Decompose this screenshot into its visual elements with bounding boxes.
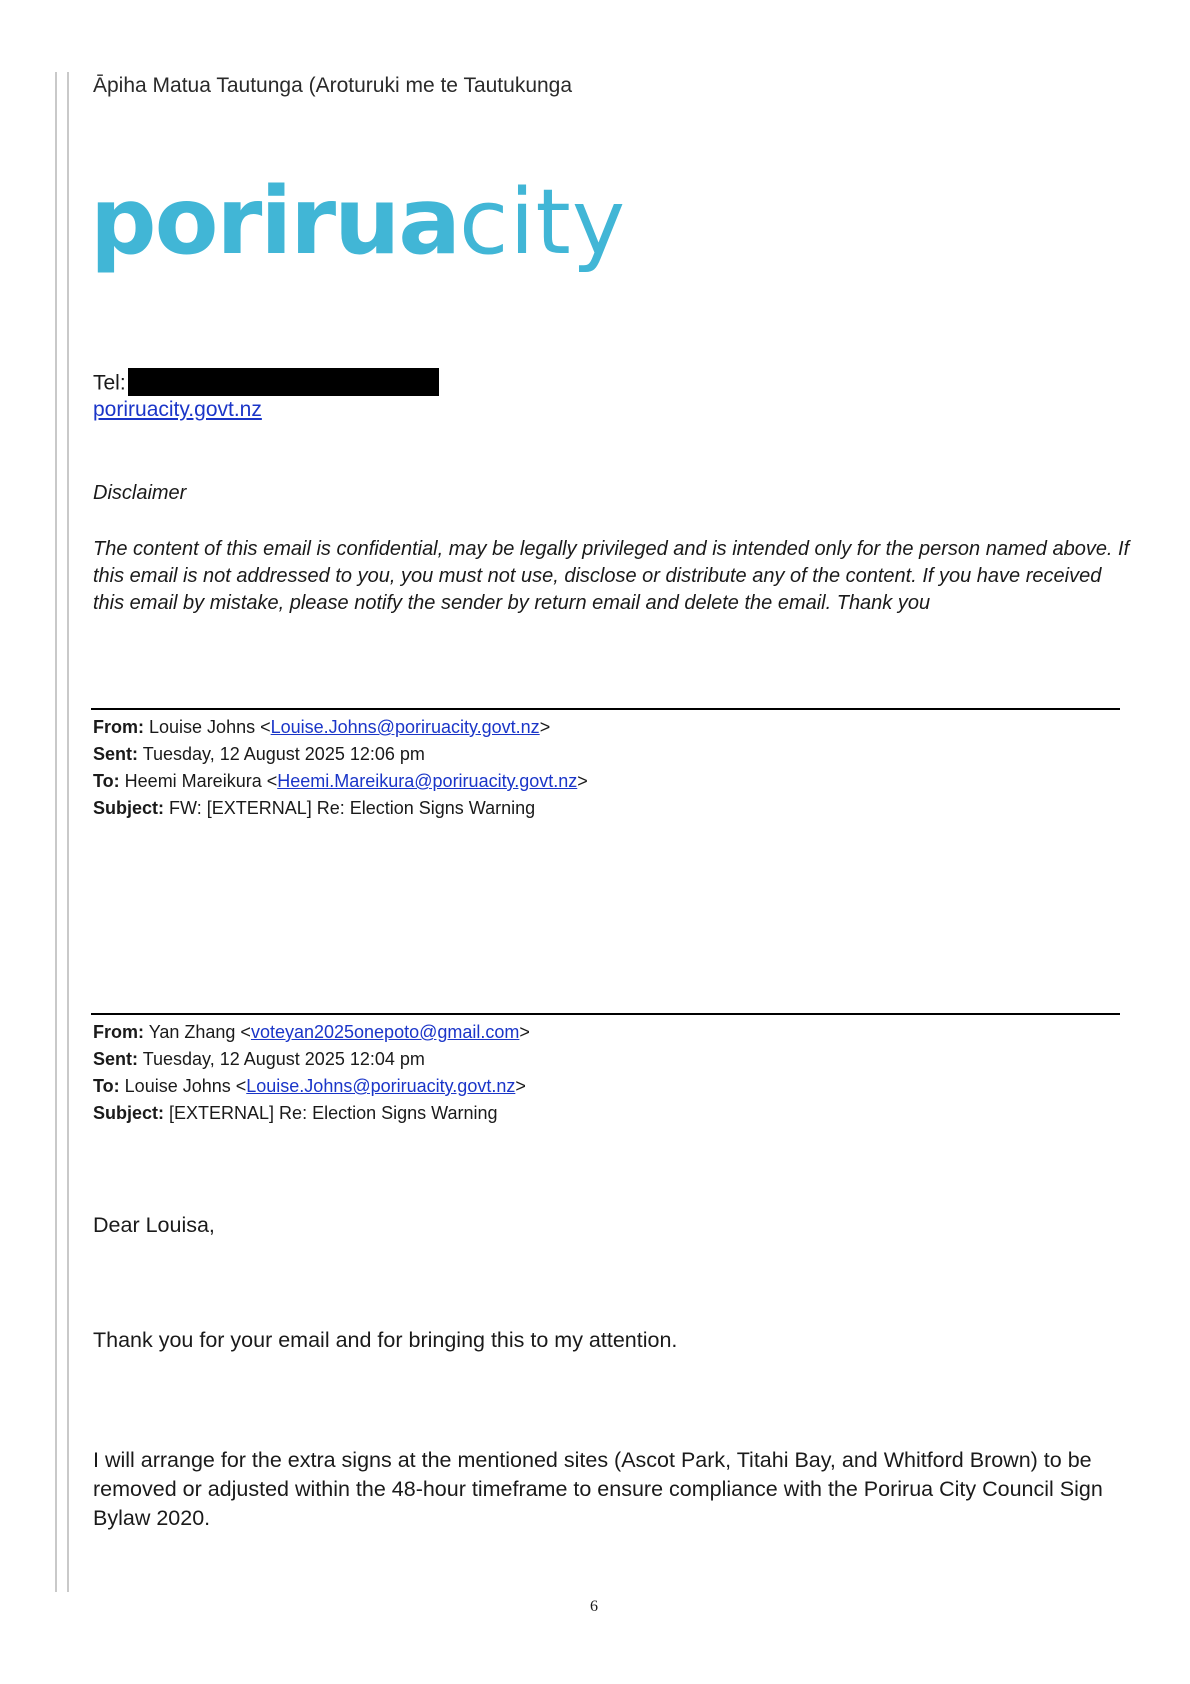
from-line: From: Louise Johns <Louise.Johns@poriruacity.govt.nz> bbox=[93, 717, 551, 737]
from-email-link[interactable]: voteyan2025onepoto@gmail.com bbox=[250, 1022, 520, 1042]
subject-line: Subject: FW: [EXTERNAL] Re: Election Signs Warning bbox=[93, 798, 536, 818]
body-paragraph-1: Thank you for your email and for bringing this to my attention. bbox=[93, 1328, 678, 1352]
to-line: To: Louise Johns <Louise.Johns@poriruacity.govt.nz> bbox=[93, 1076, 526, 1096]
email-header-2 bbox=[93, 1019, 530, 1127]
logo-bold-text: porirua bbox=[90, 167, 460, 275]
page-number: 6 bbox=[590, 1598, 598, 1615]
greeting: Dear Louisa, bbox=[93, 1213, 215, 1237]
website-link[interactable]: poriruacity.govt.nz bbox=[93, 398, 262, 421]
tel-row bbox=[93, 370, 439, 398]
redaction-box bbox=[128, 368, 439, 396]
disclaimer-title: Disclaimer bbox=[93, 482, 187, 504]
sent-line: Sent: Tuesday, 12 August 2025 12:06 pm bbox=[93, 744, 425, 764]
to-email-link[interactable]: Heemi.Mareikura@poriruacity.govt.nz bbox=[277, 771, 578, 791]
sent-line: Sent: Tuesday, 12 August 2025 12:04 pm bbox=[93, 1049, 425, 1069]
from-line: From: Yan Zhang <voteyan2025onepoto@gmail.com> bbox=[93, 1022, 530, 1042]
body-paragraph-2: I will arrange for the extra signs at the mentioned sites (Ascot Park, Titahi Bay, and Whitford Brown) to be removed or adjusted within the 48-hour timeframe to ensure compliance with the Porirua City Council Sign Bylaw 2020. bbox=[93, 1448, 1103, 1530]
signature-title: Āpiha Matua Tautunga (Aroturuki me te Tautukunga bbox=[93, 74, 573, 97]
email-header-1 bbox=[93, 714, 588, 822]
header-divider bbox=[91, 1013, 1120, 1015]
subject-line: Subject: [EXTERNAL] Re: Election Signs Warning bbox=[93, 1103, 498, 1123]
disclaimer-text: The content of this email is confidential, may be legally privileged and is intended only for the person named above. If this email is not addressed to you, you must not use, disclose or distribute any of the content. If you have received this email by mistake, please notify the sender by return email and delete the email. Thank you bbox=[93, 538, 1130, 614]
quote-bar bbox=[67, 72, 69, 1592]
to-line: To: Heemi Mareikura <Heemi.Mareikura@poriruacity.govt.nz> bbox=[93, 771, 588, 791]
header-divider bbox=[91, 708, 1120, 710]
porirua-city-logo bbox=[90, 167, 627, 295]
logo-light-text: city bbox=[459, 170, 627, 275]
quote-bar bbox=[55, 72, 57, 1592]
to-email-link[interactable]: Louise.Johns@poriruacity.govt.nz bbox=[246, 1076, 516, 1096]
from-email-link[interactable]: Louise.Johns@poriruacity.govt.nz bbox=[270, 717, 540, 737]
tel-label: Tel: bbox=[93, 371, 126, 395]
